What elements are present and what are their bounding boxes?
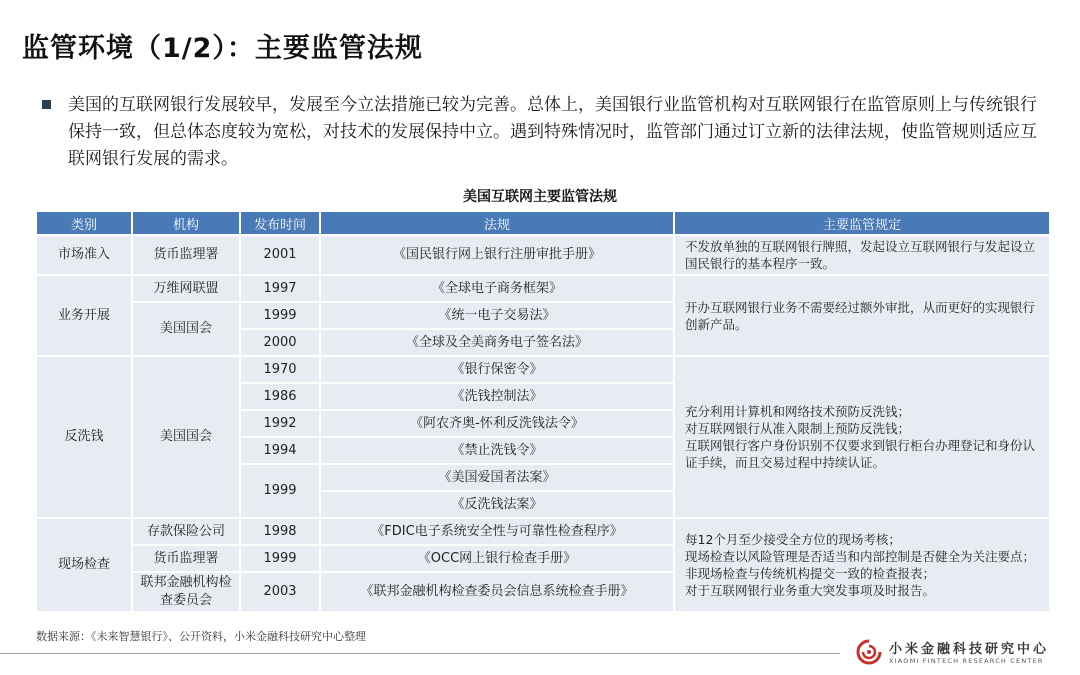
year-cell: 1998 bbox=[241, 519, 319, 544]
law-cell: 《美国爱国者法案》 bbox=[321, 465, 673, 490]
agency-cell: 美国国会 bbox=[133, 357, 239, 517]
header-agency: 机构 bbox=[133, 212, 239, 234]
logo-english-text: XIAOMI FINTECH RESEARCH CENTER bbox=[889, 657, 1044, 665]
logo-mark-icon bbox=[855, 638, 883, 666]
law-cell: 《统一电子交易法》 bbox=[321, 303, 673, 328]
logo-chinese-text: 小米金融科技研究中心 bbox=[889, 642, 1050, 657]
intro-text: 美国的互联网银行发展较早，发展至今立法措施已较为完善。总体上，美国银行业监管机构对互联网银行在监管原则上与传统银行保持一致，但总体态度较为宽松，对技术的发展保持中立。遇到特殊情况时，监管部门通过订立新的法律法规，使监管规则适应互联网银行发展的需求。 bbox=[68, 95, 1037, 169]
table-header-row bbox=[37, 212, 1049, 234]
year-cell: 1994 bbox=[241, 438, 319, 463]
agency-cell: 存款保险公司 bbox=[133, 519, 239, 544]
year-cell: 2000 bbox=[241, 330, 319, 355]
year-cell: 1986 bbox=[241, 384, 319, 409]
law-cell: 《洗钱控制法》 bbox=[321, 384, 673, 409]
law-cell: 《联邦金融机构检查委员会信息系统检查手册》 bbox=[321, 573, 673, 611]
data-source-note: 数据来源：《未来智慧银行》、公开资料，小米金融科技研究中心整理 bbox=[36, 630, 366, 643]
year-cell: 2003 bbox=[241, 573, 319, 611]
table-row bbox=[37, 236, 1049, 274]
rule-cell: 充分利用计算机和网络技术预防反洗钱； 对互联网银行从准入限制上预防反洗钱； 互联网银行客户身份识别不仅要求到银行柜台办理登记和身份认证手续，而且交易过程中持续认证。 bbox=[675, 357, 1049, 517]
rule-cell: 不发放单独的互联网银行牌照，发起设立互联网银行与发起设立国民银行的基本程序一致。 bbox=[675, 236, 1049, 274]
header-date: 发布时间 bbox=[241, 212, 319, 234]
agency-cell: 联邦金融机构检查委员会 bbox=[133, 573, 239, 611]
category-cell: 现场检查 bbox=[37, 519, 131, 611]
footer-divider bbox=[0, 653, 840, 654]
agency-cell: 货币监理署 bbox=[133, 546, 239, 571]
bullet-square-icon bbox=[42, 100, 51, 109]
law-cell: 《FDIC电子系统安全性与可靠性检查程序》 bbox=[321, 519, 673, 544]
header-category: 类别 bbox=[37, 212, 131, 234]
law-cell: 《银行保密令》 bbox=[321, 357, 673, 382]
law-cell: 《反洗钱法案》 bbox=[321, 492, 673, 517]
xiaomi-fintech-logo bbox=[855, 636, 1065, 670]
rule-cell: 每12个月至少接受全方位的现场考核； 现场检查以风险管理是否适当和内部控制是否健全为关注要点； 非现场检查与传统机构提交一致的检查报表； 对于互联网银行业务重大突发事项及时报告。 bbox=[675, 519, 1049, 611]
year-cell: 1997 bbox=[241, 276, 319, 301]
category-cell: 反洗钱 bbox=[37, 357, 131, 517]
law-cell: 《OCC网上银行检查手册》 bbox=[321, 546, 673, 571]
intro-paragraph bbox=[42, 92, 1042, 173]
table-row bbox=[37, 519, 1049, 544]
regulation-table bbox=[35, 210, 1051, 613]
category-cell: 业务开展 bbox=[37, 276, 131, 355]
page-title: 监管环境（1/2）：主要监管法规 bbox=[22, 33, 423, 64]
agency-cell: 美国国会 bbox=[133, 303, 239, 355]
law-cell: 《阿农齐奥-怀利反洗钱法令》 bbox=[321, 411, 673, 436]
header-law: 法规 bbox=[321, 212, 673, 234]
agency-cell: 货币监理署 bbox=[133, 236, 239, 274]
agency-cell: 万维网联盟 bbox=[133, 276, 239, 301]
rule-cell: 开办互联网银行业务不需要经过额外审批，从而更好的实现银行创新产品。 bbox=[675, 276, 1049, 355]
category-cell: 市场准入 bbox=[37, 236, 131, 274]
header-rule: 主要监管规定 bbox=[675, 212, 1049, 234]
year-cell: 1999 bbox=[241, 546, 319, 571]
law-cell: 《禁止洗钱令》 bbox=[321, 438, 673, 463]
year-cell: 1992 bbox=[241, 411, 319, 436]
table-row bbox=[37, 357, 1049, 382]
year-cell: 1999 bbox=[241, 465, 319, 517]
year-cell: 1999 bbox=[241, 303, 319, 328]
law-cell: 《国民银行网上银行注册审批手册》 bbox=[321, 236, 673, 274]
year-cell: 2001 bbox=[241, 236, 319, 274]
law-cell: 《全球电子商务框架》 bbox=[321, 276, 673, 301]
table-title: 美国互联网主要监管法规 bbox=[463, 189, 617, 205]
year-cell: 1970 bbox=[241, 357, 319, 382]
table-row bbox=[37, 276, 1049, 301]
law-cell: 《全球及全美商务电子签名法》 bbox=[321, 330, 673, 355]
